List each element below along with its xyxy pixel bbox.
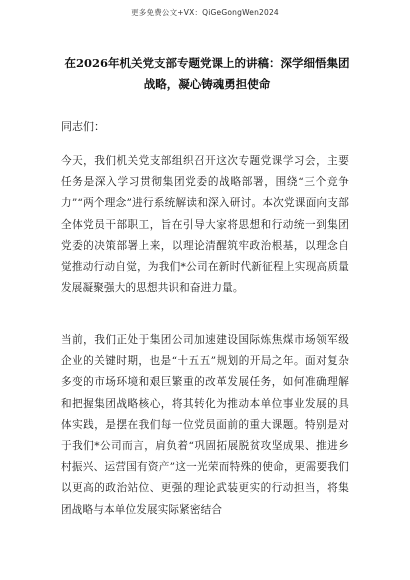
header-note: 更多免费公文+VX：QiGeGongWen2024	[131, 8, 279, 17]
paragraph-2: 当前，我们正处于集团公司加速建设国际炼焦煤市场领军级企业的关键时期，也是“十五五”规划的开局之年。面对复杂多变的市场环境和艰巨繁重的改革发展任务，如何准确理解和把握集团战略核心，将其转化为推动本单位事业发展的具体实践，是摆在我们每一位党员面前的重大课题。特别是对于我们*公司而言，肩负着“巩固拓展脱贫攻坚成果、推进乡村振兴、运营国有资产”这一光荣而特殊的使命，更需要我们以更高的政治站位、更强的理论武装更实的行动担当，将集团战略与本单位发展实际紧密结合	[61, 334, 349, 516]
paragraph-1: 今天，我们机关党支部组织召开这次专题党课学习会，主要任务是深入学习贯彻集团党委的战略部署，围绕“三个竞争力”“两个理念”进行系统解读和深入研讨。本次党课面向支部全体党员干部职工，旨在引导大家将思想和行动统一到集团党委的决策部署上来，以理论清醒筑牢政治根基，以理念自觉推动行动自觉，为我们*公司在新时代新征程上实现高质量发展凝聚强大的思想共识和奋进力量。	[61, 155, 349, 295]
salutation: 同志们：	[61, 120, 105, 133]
document-title: 在2026年机关党支部专题党课上的讲稿：深学细悟集团战略，凝心铸魂勇担使命	[64, 56, 350, 91]
